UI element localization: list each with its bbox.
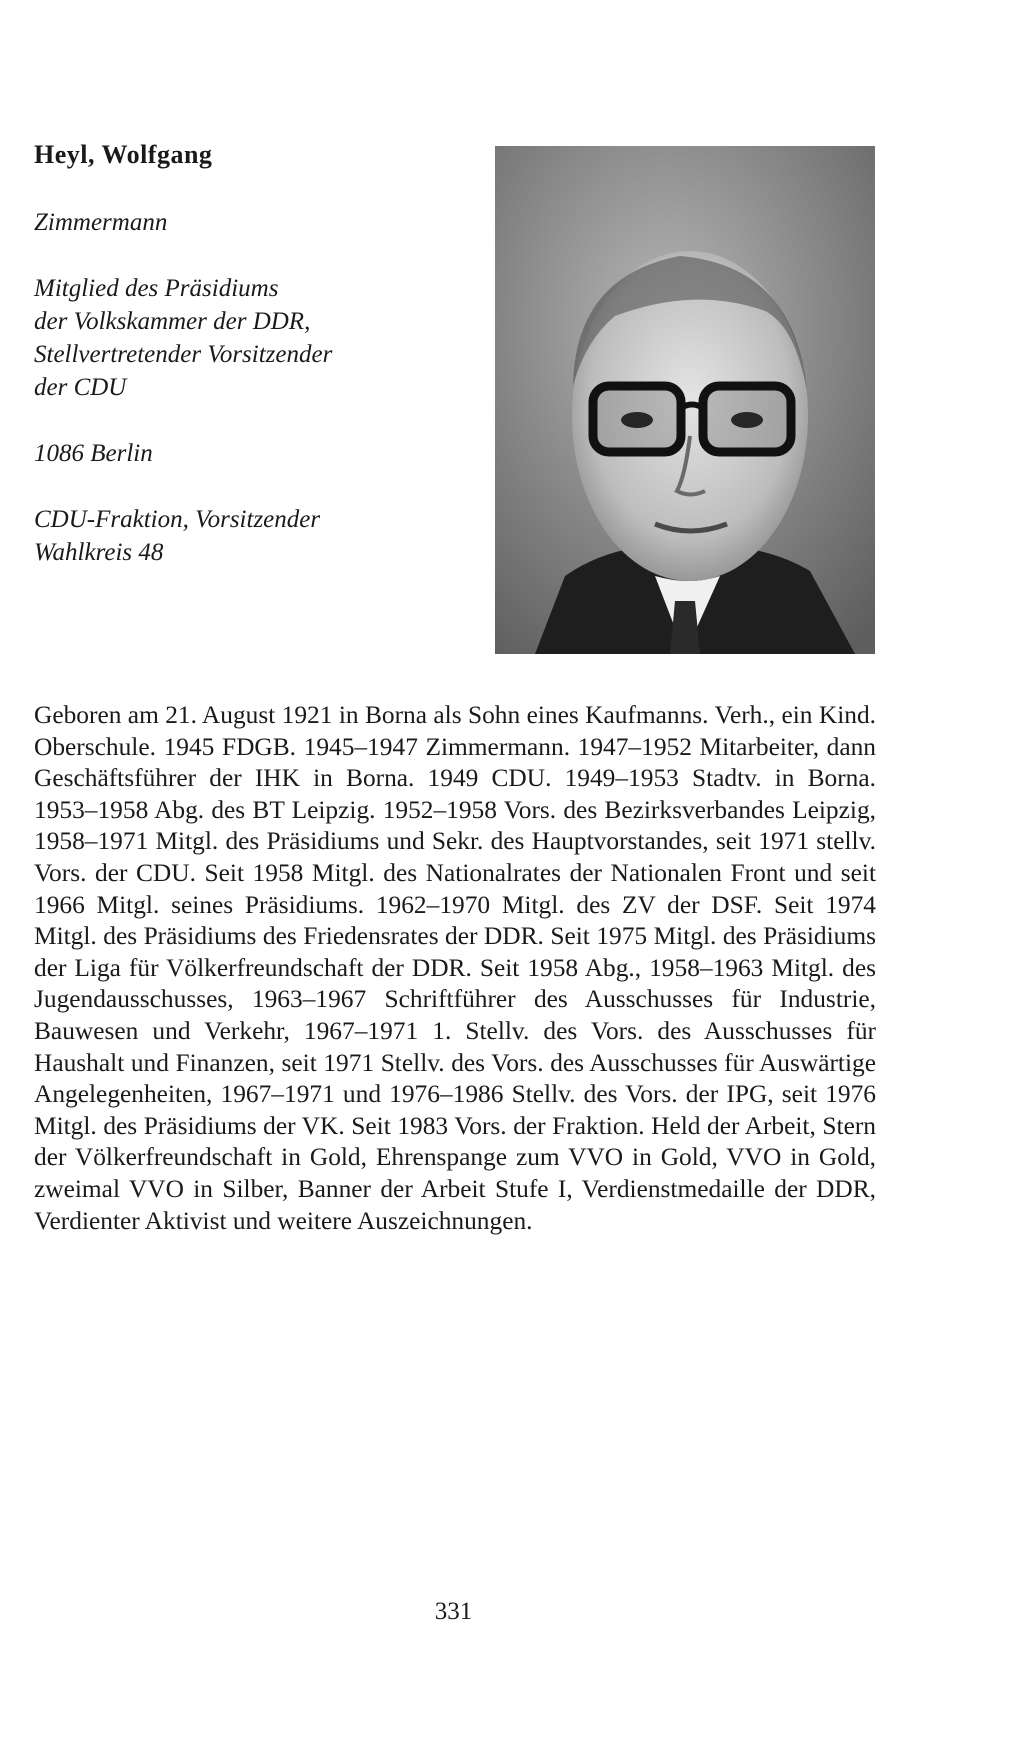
address-text: 1086 Berlin (34, 440, 153, 467)
necktie (670, 601, 700, 654)
page-number: 331 (434, 1598, 473, 1625)
portrait-photo-drawing (495, 146, 875, 654)
position-line: Mitglied des Präsidiums (34, 275, 279, 302)
position-line: der Volkskammer der DDR, (34, 308, 311, 335)
entry-name: Heyl, Wolfgang (34, 140, 213, 169)
occupation-text: Zimmermann (34, 209, 168, 236)
position-line: der CDU (34, 374, 127, 401)
occupation (34, 206, 474, 239)
biography-text: Geboren am 21. August 1921 in Borna als Sohn eines Kaufmanns. Verh., ein Kind. Oberschule. 1945 FDGB. 1945–1947 Zimmermann. 1947–1952 Mitarbeiter, dann Geschäftsführer der IHK in Borna. 1949 CDU. 1949–1953 Stadtv. in Borna. 1953–1958 Abg. des BT Leipzig. 1952–1958 Vors. des Bezirksverbandes Leipzig, 1958–1971 Mitgl. des Präsidiums und Sekr. des Hauptvorstandes, seit 1971 stellv. Vors. der CDU. Seit 1958 Mitgl. des Nationalrates der Nationalen Front und seit 1966 Mitgl. seines Präsidiums. 1962–1970 Mitgl. des ZV der DSF. Seit 1974 Mitgl. des Präsidiums des Friedensrates der DDR. Seit 1975 Mitgl. des Präsidiums der Liga für Völkerfreundschaft der DDR. Seit 1958 Abg., 1958–1963 Mitgl. des Jugendausschusses, 1963–1967 Schriftführer des Ausschusses für Industrie, Bauwesen und Verkehr, 1967–1971 1. Stellv. des Vors. des Ausschusses für Haushalt und Finanzen, seit 1971 Stellv. des Vors. des Ausschusses für Auswärtige Angelegenheiten, 1967–1971 und 1976–1986 Stellv. des Vors. der IPG, seit 1976 Mitgl. des Präsidiums der VK. Seit 1983 Vors. der Fraktion. Held der Arbeit, Stern der Völkerfreundschaft in Gold, Ehrenspange zum VVO in Gold, VVO in Gold, zweimal VVO in Silber, Banner der Arbeit Stufe I, Verdienstmedaille der DDR, Verdienter Aktivist und weitere Auszeichnungen. (34, 701, 876, 1235)
left-eye (621, 412, 653, 428)
glasses-bridge (681, 405, 703, 409)
portrait-photo (495, 146, 875, 654)
address (34, 437, 474, 470)
faction-line: Wahlkreis 48 (34, 539, 164, 566)
faction-line: CDU-Fraktion, Vorsitzender (34, 506, 321, 533)
position-line: Stellvertretender Vorsitzender (34, 341, 333, 368)
positions (34, 272, 474, 404)
entry-details (34, 206, 474, 602)
faction (34, 503, 474, 569)
right-eye (731, 412, 763, 428)
